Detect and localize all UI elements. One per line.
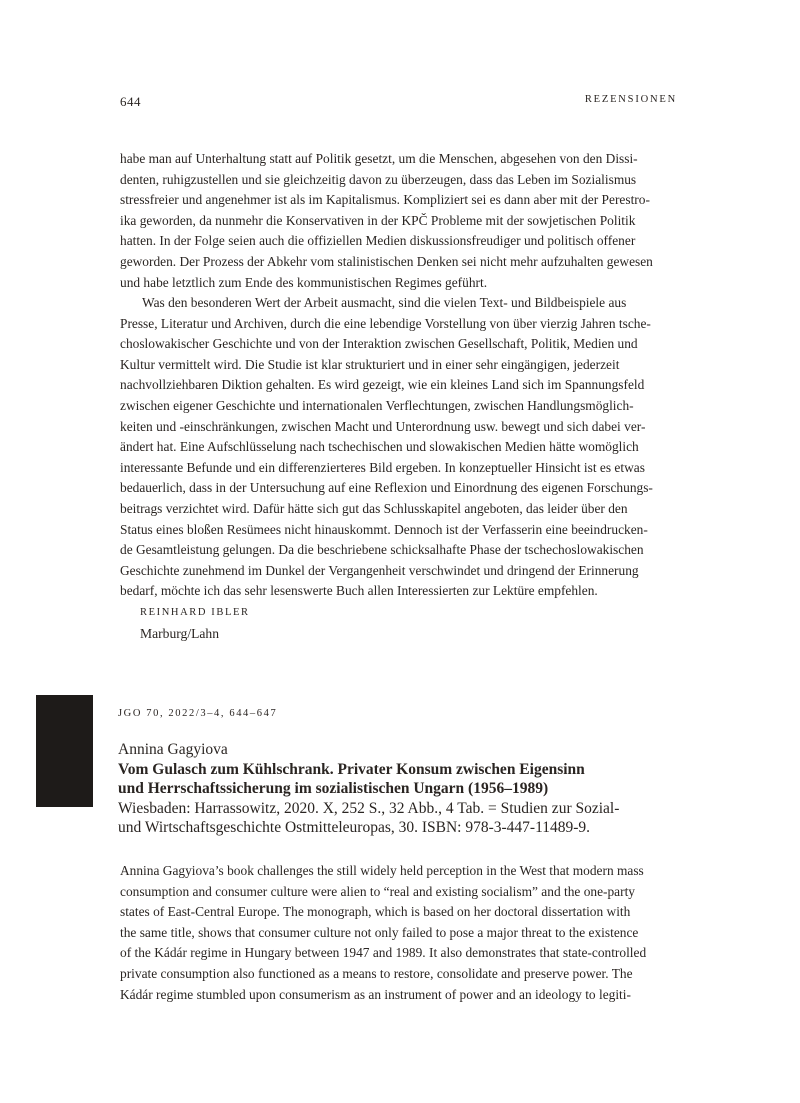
text-line: und habe letztlich zum Ende des kommunistischen Regimes geführt. — [120, 274, 488, 290]
section-marker-tab — [36, 695, 93, 807]
running-head: REZENSIONEN — [584, 94, 677, 105]
text-line: the same title, shows that consumer culture not only failed to pose a major threat to the existence — [120, 924, 639, 940]
text-line: bedarf, möchte ich das sehr lesenswerte Buch allen Interessierten zur Lektüre empfehlen. — [120, 583, 598, 599]
text-line: keiten und -einschränkungen, zwischen Macht und Unterordnung usw. bewegt und sich dabei ver- — [120, 418, 646, 434]
reviewer-place: Marburg/Lahn — [140, 626, 220, 641]
text-line: zwischen eigener Geschichte und internationalen Verflechtungen, zwischen Handlungsmöglich- — [120, 397, 634, 413]
text-line: Kádár regime stumbled upon consumerism as an instrument of power and an ideology to legiti- — [120, 986, 631, 1002]
text-line: consumption and consumer culture were alien to “real and existing socialism” and the one-party — [120, 883, 635, 899]
review1-paragraph-1 — [120, 149, 660, 293]
text-line: beitrags verzichtet wird. Dafür hätte sich gut das Schlusskapitel angeboten, das leider über den — [120, 500, 628, 516]
text-line: ika geworden, da nunmehr die Konservativen in der KPČ Probleme mit der sowjetischen Politik — [120, 212, 636, 228]
book-title — [118, 760, 678, 799]
text-line: states of East-Central Europe. The monograph, which is based on her doctoral dissertation with — [120, 904, 631, 920]
book-author: Annina Gagyiova — [118, 741, 228, 758]
text-line: Presse, Literatur und Archiven, durch die eine lebendige Vorstellung von über vierzig Jahren tsche- — [120, 315, 651, 331]
reviewer-signature — [140, 606, 250, 644]
text-line: de Gesamtleistung gelungen. Da die beschriebene schicksalhafte Phase der tschechoslowakischen — [120, 542, 644, 558]
text-line: Annina Gagyiova’s book challenges the still widely held perception in the West that modern mass — [120, 863, 644, 878]
review1-paragraph-2 — [120, 293, 660, 602]
reviewer-name: REINHARD IBLER — [140, 607, 250, 618]
text-line: of the Kádár regime in Hungary between 1947 and 1989. It also demonstrates that state-controlled — [120, 945, 647, 961]
text-line: Status eines bloßen Resümees nicht hinauskommt. Dennoch ist der Verfasserin eine beeindrucken- — [120, 521, 648, 537]
text-line: private consumption also functioned as a means to restore, consolidate and preserve power. The — [120, 965, 633, 981]
text-line: habe man auf Unterhaltung statt auf Politik gesetzt, um die Menschen, abgesehen von den Dissi- — [120, 151, 638, 166]
publication-line: und Wirtschaftsgeschichte Ostmitteleuropas, 30. ISBN: 978-3-447-11489-9. — [118, 819, 591, 836]
title-line: Vom Gulasch zum Kühlschrank. Privater Konsum zwischen Eigensinn — [118, 760, 585, 778]
text-line: interessante Befunde und ein differenzierteres Bild ergeben. In konzeptueller Hinsicht ist es etwas — [120, 459, 645, 475]
text-line: Was den besonderen Wert der Arbeit ausmacht, sind die vielen Text- und Bildbeispiele aus — [142, 295, 627, 310]
book-bibliographic-entry — [118, 740, 678, 838]
text-line: Geschichte zunehmend im Dunkel der Vergangenheit verschwindet und dringend der Erinnerung — [120, 562, 639, 578]
text-line: choslowakischer Geschichte und von der Interaktion zwischen Gesellschaft, Politik, Medien und — [120, 336, 638, 352]
page-header — [120, 94, 677, 112]
text-line: stressfreier und angenehmer ist als im Kapitalismus. Kompliziert sei es dann aber mit der Perestro- — [120, 192, 650, 208]
text-line: ändert hat. Eine Aufschlüsselung nach tschechischen und slowakischen Medien hätte womöglich — [120, 439, 639, 455]
journal-reference: JGO 70, 2022/3–4, 644–647 — [118, 708, 278, 719]
text-line: denten, ruhigzustellen und sie gleichzeitig davon zu überzeugen, dass das Leben im Sozialismus — [120, 171, 637, 187]
text-line: bedauerlich, dass in der Untersuchung auf eine Reflexion und Einordnung des eigenen Forschungs- — [120, 480, 653, 496]
text-line: geworden. Der Prozess der Abkehr vom stalinistischen Denken sei nicht mehr aufzuhalten gewesen — [120, 253, 653, 269]
title-line: und Herrschaftssicherung im sozialistischen Ungarn (1956–1989) — [118, 780, 549, 797]
page-number: 644 — [120, 94, 141, 109]
text-line: Kultur vermittelt wird. Die Studie ist klar strukturiert und in einer sehr eingängigen, jederzeit — [120, 356, 620, 372]
review2-paragraph-1 — [120, 861, 660, 1005]
publication-line: Wiesbaden: Harrassowitz, 2020. X, 252 S., 32 Abb., 4 Tab. = Studien zur Sozial- — [118, 799, 620, 817]
text-line: nachvollziehbaren Diktion gehalten. Es wird gezeigt, wie ein kleines Land sich im Spannungsfeld — [120, 377, 645, 393]
text-line: hatten. In der Folge seien auch die offiziellen Medien diskussionsfreudiger und politisch offener — [120, 233, 636, 249]
book-publication-details — [118, 799, 678, 838]
